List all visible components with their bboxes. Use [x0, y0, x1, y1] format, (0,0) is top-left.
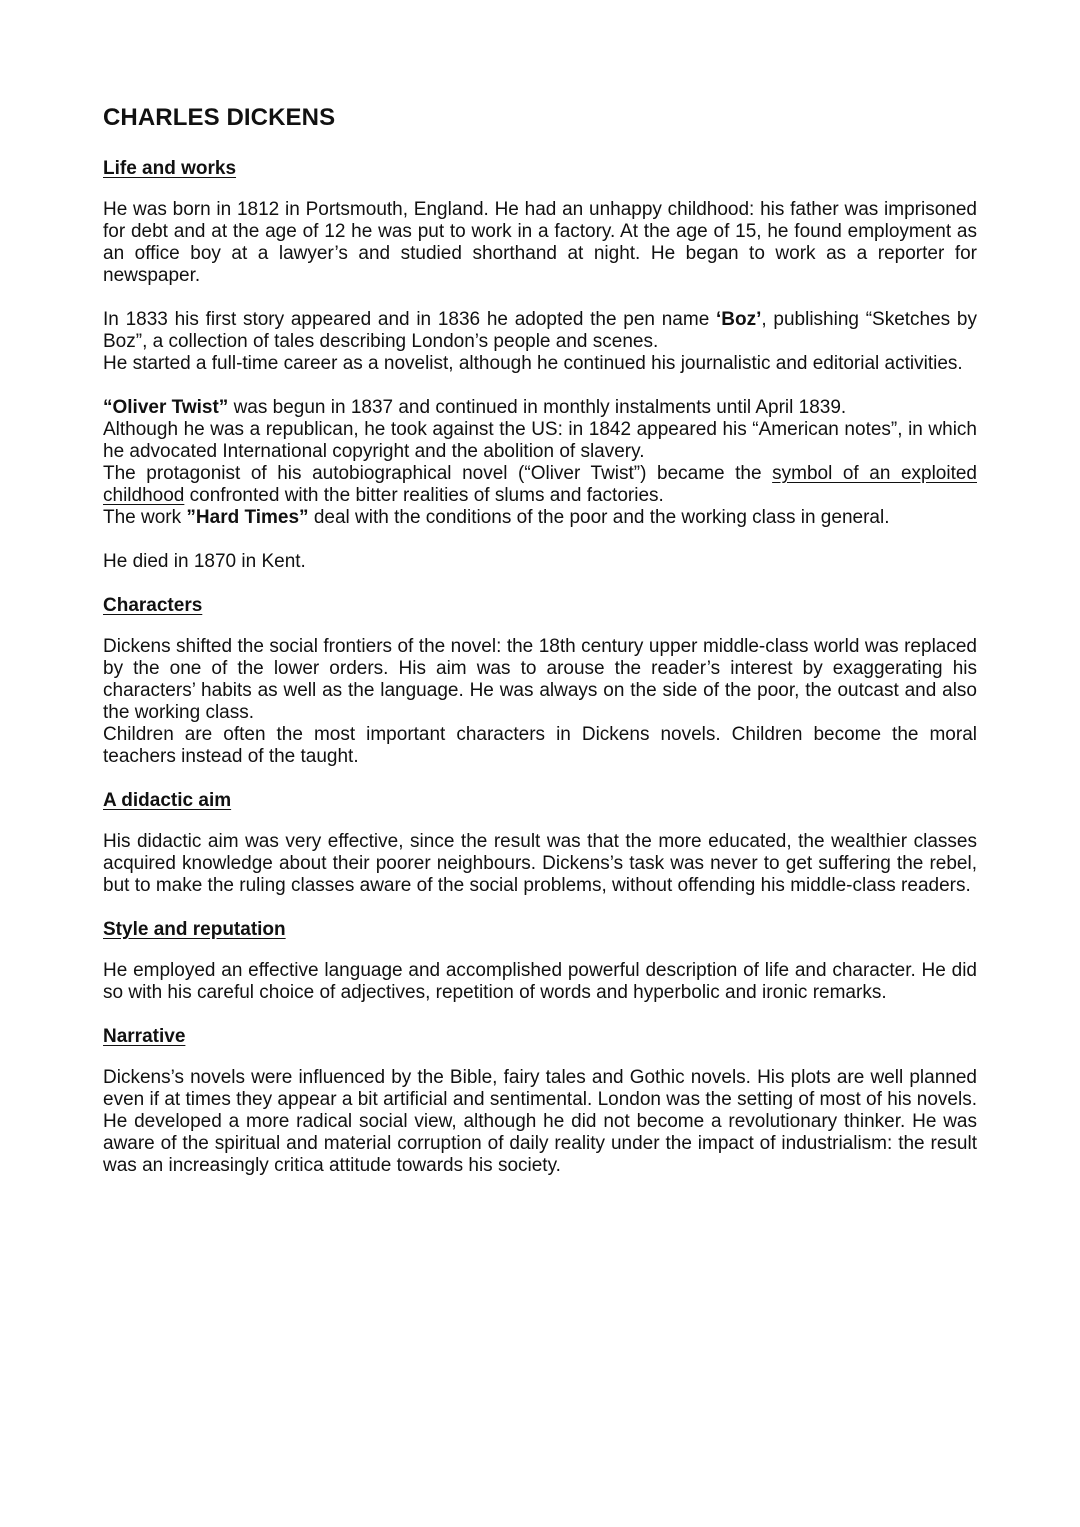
text-line: Although he was a republican, he took against the US: in 1842 appeared his “American notes”, in which he advocated International copyright and the abolition of slavery.: [103, 419, 977, 462]
heading-narrative: Narrative: [103, 1026, 186, 1047]
text-span: deal with the conditions of the poor and the working class in general.: [308, 507, 890, 528]
text-span: The work: [103, 507, 187, 528]
paragraph-life-2: [103, 309, 977, 375]
paragraph-life-1: He was born in 1812 in Portsmouth, England. He had an unhappy childhood: his father was imprisoned for debt and at the age of 12 he was put to work in a factory. At the age of 15, he found employment as an office boy at a lawyer’s and studied shorthand at night. He began to work as a reporter for newspaper.: [103, 199, 977, 286]
text-line: He started a full-time career as a novelist, although he continued his journalistic and editorial activities.: [103, 353, 963, 374]
text-span: The protagonist of his autobiographical novel (“Oliver Twist”) became the: [103, 463, 773, 484]
pen-name-boz: ‘Boz’: [716, 309, 762, 330]
paragraph-style-1: He employed an effective language and accomplished powerful description of life and character. He did so with his careful choice of adjectives, repetition of words and hyperbolic and ironic remarks.: [103, 960, 977, 1003]
paragraph-life-3: [103, 397, 977, 529]
text-span: confronted with the bitter realities of slums and factories.: [184, 485, 664, 506]
underlined-phrase: symbol of an exploited childhood: [103, 463, 977, 506]
text-span: In 1833 his first story appeared and in 1836 he adopted the pen name: [103, 309, 716, 330]
text-span: was begun in 1837 and continued in monthly instalments until April 1839.: [228, 397, 847, 418]
heading-characters: Characters: [103, 595, 203, 616]
document-page: [103, 100, 977, 1199]
paragraph-characters-1: [103, 636, 977, 768]
paragraph-narrative-1: Dickens’s novels were influenced by the Bible, fairy tales and Gothic novels. His plots are well planned even if at times they appear a bit artificial and sentimental. London was the setting of most of his novels. He developed a more radical social view, although he did not become a revolutionary thinker. He was aware of the spiritual and material corruption of daily reality under the impact of industrialism: the result was an increasingly critica attitude towards his society.: [103, 1067, 977, 1176]
text-span: , publishing “Sketches by Boz”, a collection of tales describing London’s people and scenes.: [103, 309, 977, 352]
text-line: Dickens shifted the social frontiers of the novel: the 18th century upper middle-class world was replaced by the one of the lower orders. His aim was to arouse the reader’s interest by exaggerating his characters’ habits as well as the language. He was always on the side of the poor, the outcast and also the working class.: [103, 636, 977, 723]
title-hard-times: ”Hard Times”: [186, 507, 309, 528]
heading-style-and-reputation: Style and reputation: [103, 919, 286, 940]
heading-life-and-works: Life and works: [103, 158, 237, 179]
text-line: Children are often the most important characters in Dickens novels. Children become the moral teachers instead of the taught.: [103, 724, 977, 767]
text-line: [103, 507, 977, 529]
page-title: CHARLES DICKENS: [103, 104, 336, 131]
text-line: [103, 463, 977, 507]
title-oliver-twist: “Oliver Twist”: [103, 397, 229, 418]
heading-didactic-aim: A didactic aim: [103, 790, 232, 811]
paragraph-life-4: He died in 1870 in Kent.: [103, 551, 306, 572]
paragraph-didactic-1: His didactic aim was very effective, since the result was that the more educated, the wealthier classes acquired knowledge about their poorer neighbours. Dickens’s task was never to get suffering the rebel, but to make the ruling classes aware of the social problems, without offending his middle-class readers.: [103, 831, 977, 896]
